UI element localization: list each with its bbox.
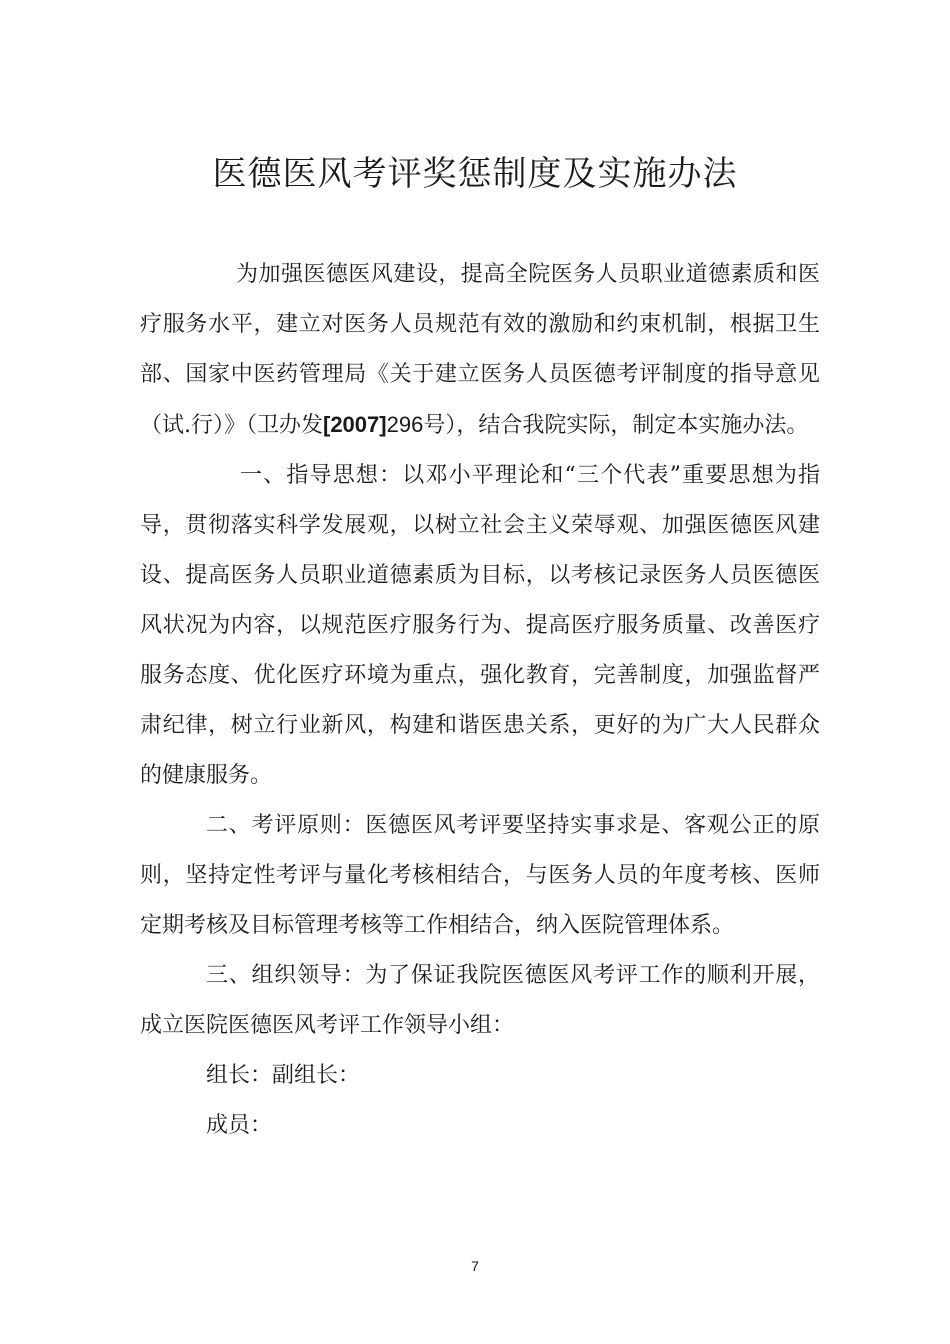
section-guiding-ideology: 一、指导思想：以邓小平理论和“三个代表”重要思想为指导，贯彻落实科学发展观，以树立社会主义荣辱观、加强医德医风建设、提高医务人员职业道德素质为目标，以考核记录医务人员医德医风状况为内容，以规范医疗服务行为、提高医疗服务质量、改善医疗服务态度、优化医疗环境为重点，强化教育，完善制度，加强监督严肃纪律，树立行业新风，构建和谐医患关系，更好的为广大人民群众的健康服务。 xyxy=(140,463,820,788)
intro-text-part1: 为加强医德医风建设，提高全院医务人员职业道德素质和医疗服务水平，建立对医务人员规范有效的激励和约束机制，根据卫生部、国家中医药管理局《关于建立医务人员医德考评制度的指导意见（试.行）》（卫办发 xyxy=(140,262,820,438)
document-body xyxy=(140,250,820,1151)
page-number: 7 xyxy=(471,1258,479,1274)
intro-ref-number: 296 xyxy=(386,412,424,437)
leader-line: 组长：副组长： xyxy=(206,1063,361,1088)
intro-text-part2: 号），结合我院实际，制定本实施办法。 xyxy=(423,413,809,438)
section-organization-leadership: 三、组织领导：为了保证我院医德医风考评工作的顺利开展，成立医院医德医风考评工作领导小组： xyxy=(140,963,820,1038)
section-evaluation-principles: 二、考评原则：医德医风考评要坚持实事求是、客观公正的原则，坚持定性考评与量化考核相结合，与医务人员的年度考核、医师定期考核及目标管理考核等工作相结合，纳入医院管理体系。 xyxy=(140,813,820,938)
intro-ref-bracket: [2007] xyxy=(323,412,387,437)
document-title: 医德医风考评奖惩制度及实施办法 xyxy=(212,154,738,194)
members-line: 成员： xyxy=(206,1113,273,1138)
intro-paragraph xyxy=(140,250,820,451)
